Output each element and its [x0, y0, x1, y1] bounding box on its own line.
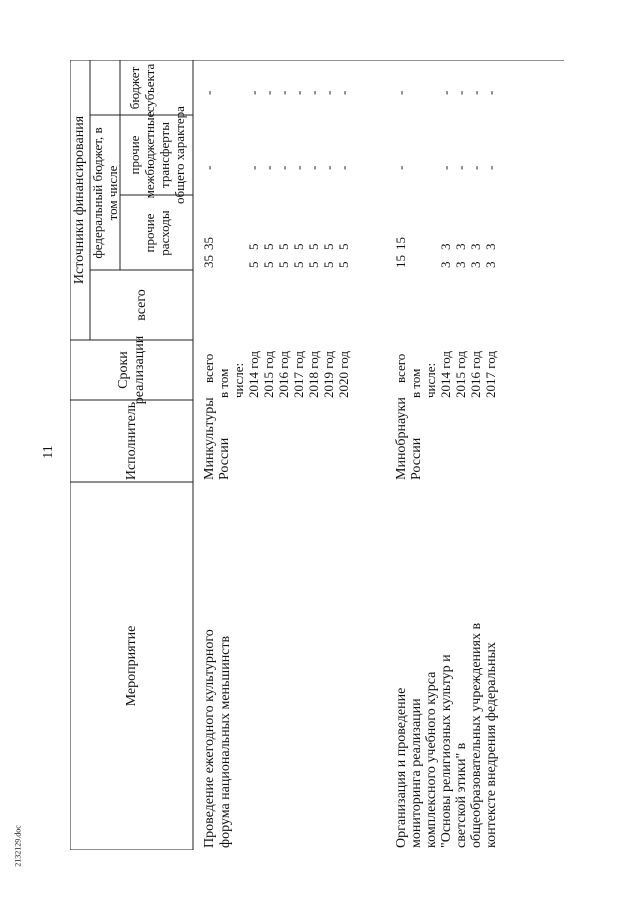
- transfers-value: -: [468, 165, 483, 170]
- header-transfers: прочие межбюджетные трансферты общего характера: [126, 106, 187, 204]
- header-sources: Источники финансирования: [72, 115, 87, 285]
- header-timing: Сроки реализации: [115, 335, 147, 405]
- total-value: 5: [336, 261, 351, 268]
- transfers-value: -: [453, 165, 468, 170]
- other-value: 3: [438, 243, 453, 250]
- subject-value: -: [201, 90, 216, 95]
- transfers-value: -: [246, 165, 261, 170]
- timing-text-line: 2016 год: [468, 351, 483, 398]
- other-value: 5: [321, 243, 336, 250]
- page-number: 11: [41, 445, 56, 459]
- subject-value: -: [393, 90, 408, 95]
- total-value: 35: [201, 255, 216, 268]
- subject-value: -: [291, 90, 306, 95]
- total-value: 5: [246, 261, 261, 268]
- transfers-value: -: [393, 165, 408, 170]
- subject-value: -: [453, 90, 468, 95]
- timing-text-line: в том: [408, 368, 423, 398]
- transfers-value: -: [438, 165, 453, 170]
- timing-text-line: 2015 год: [261, 351, 276, 398]
- timing-text-line: числе:: [423, 362, 438, 398]
- event-text-line: мониторинга реализации: [409, 698, 424, 848]
- other-value: 5: [306, 243, 321, 250]
- timing-text-line: 2016 год: [276, 351, 291, 398]
- timing-text-line: 2015 год: [453, 351, 468, 398]
- transfers-value: -: [201, 165, 216, 170]
- timing-text-line: всего: [393, 353, 408, 383]
- timing-text-line: 2014 год: [246, 351, 261, 398]
- total-value: 3: [453, 261, 468, 268]
- total-value: 3: [468, 261, 483, 268]
- total-value: 5: [276, 261, 291, 268]
- transfers-value: -: [291, 165, 306, 170]
- other-value: 3: [468, 243, 483, 250]
- event-text-line: комплексного учебного курса: [424, 671, 439, 848]
- event-text-line: светской этики" в: [454, 742, 469, 848]
- subject-value: -: [336, 90, 351, 95]
- subject-value: -: [246, 90, 261, 95]
- header-other-expenses: прочие расходы: [141, 209, 172, 256]
- header-federal: федеральный бюджет, в том числе: [90, 126, 120, 259]
- timing-text-line: 2017 год: [291, 351, 306, 398]
- other-value: 5: [261, 243, 276, 250]
- subject-value: -: [276, 90, 291, 95]
- timing-text-line: всего: [201, 353, 216, 383]
- timing-text-line: 2019 год: [321, 351, 336, 398]
- subject-value: -: [261, 90, 276, 95]
- header-executor: Исполнитель: [123, 401, 139, 481]
- total-value: 3: [483, 261, 498, 268]
- timing-text-line: в том: [216, 368, 231, 398]
- total-value: 15: [393, 255, 408, 268]
- subject-value: -: [468, 90, 483, 95]
- total-value: 5: [321, 261, 336, 268]
- subject-value: -: [483, 90, 498, 95]
- total-value: 5: [306, 261, 321, 268]
- subject-value: -: [306, 90, 321, 95]
- transfers-value: -: [336, 165, 351, 170]
- executor-text-line: России: [409, 437, 424, 480]
- event-text-line: общеобразовательных учреждениях в: [469, 622, 484, 848]
- executor-text-line: Минкультуры: [202, 397, 217, 480]
- other-value: 5: [276, 243, 291, 250]
- transfers-value: -: [261, 165, 276, 170]
- event-text-line: "Основы религиозных культур и: [439, 654, 454, 848]
- timing-text-line: числе:: [231, 362, 246, 398]
- total-value: 3: [438, 261, 453, 268]
- timing-text-line: 2014 год: [438, 351, 453, 398]
- header-total: всего: [133, 289, 149, 321]
- other-value: 5: [291, 243, 306, 250]
- transfers-value: -: [321, 165, 336, 170]
- timing-text-line: 2017 год: [483, 351, 498, 398]
- other-value: 3: [453, 243, 468, 250]
- event-text-line: Организация и проведение: [394, 687, 409, 848]
- event-text-line: Проведение ежегодного культурного: [202, 629, 217, 848]
- executor-text-line: России: [217, 437, 232, 480]
- subject-value: -: [321, 90, 336, 95]
- other-value: 3: [483, 243, 498, 250]
- other-value: 5: [336, 243, 351, 250]
- timing-text-line: 2020 год: [336, 351, 351, 398]
- executor-text-line: Минобрнауки: [394, 397, 409, 480]
- header-event: Мероприятие: [123, 625, 139, 707]
- other-value: 5: [246, 243, 261, 250]
- header-subject-budget: бюджет субъекта: [126, 63, 157, 112]
- total-value: 5: [291, 261, 306, 268]
- event-text-line: контексте внедрения федеральных: [484, 642, 499, 848]
- other-value: 15: [393, 237, 408, 250]
- transfers-value: -: [483, 165, 498, 170]
- other-value: 35: [201, 237, 216, 250]
- total-value: 5: [261, 261, 276, 268]
- transfers-value: -: [306, 165, 321, 170]
- timing-text-line: 2018 год: [306, 351, 321, 398]
- event-text-line: форума национальных меньшинств: [218, 635, 233, 848]
- transfers-value: -: [276, 165, 291, 170]
- subject-value: -: [438, 90, 453, 95]
- document-id: 2132129.doc: [13, 825, 23, 867]
- financing-table: [70, 60, 564, 850]
